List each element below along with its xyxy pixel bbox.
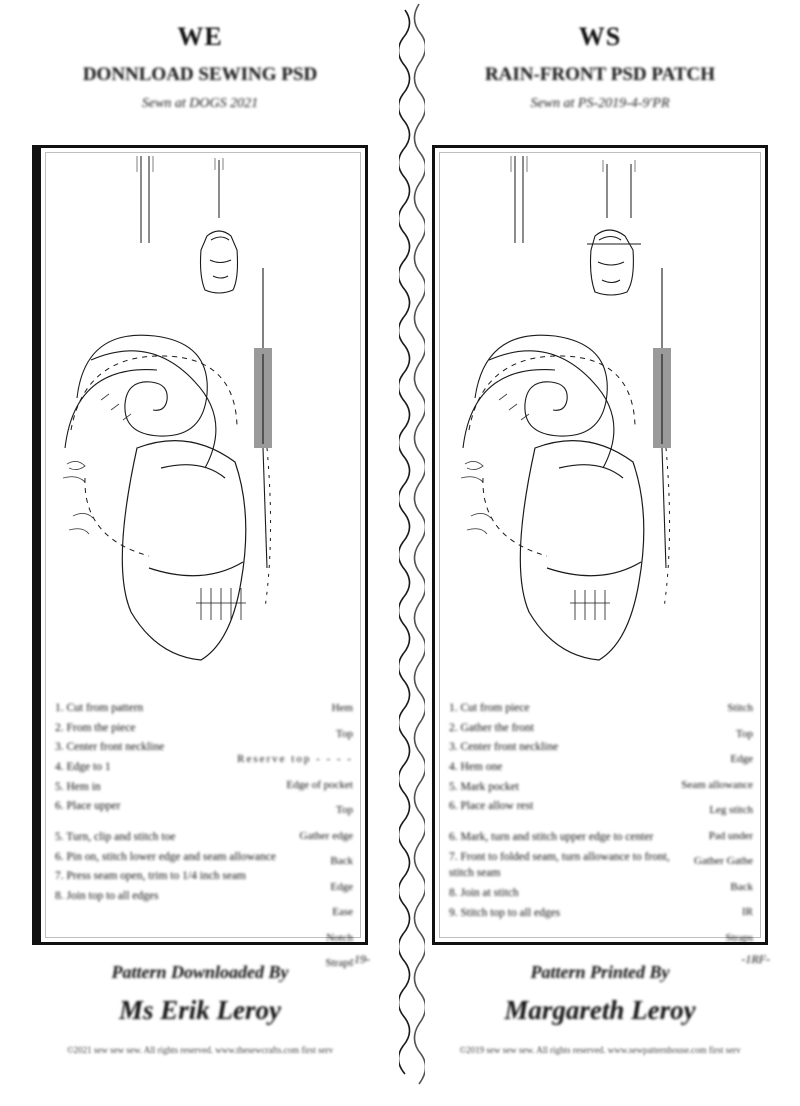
annotation: Reserve top - - - -	[237, 753, 353, 765]
brand-logo: WE	[177, 22, 223, 51]
annotation: Straps	[725, 931, 753, 944]
list-item: 3. Center front neckline	[55, 741, 165, 754]
annotation: Edge of pocket	[286, 778, 353, 791]
page-subtitle: Sewn at DOGS 2021	[141, 96, 259, 111]
list-item: 5. Mark pocket	[449, 780, 519, 793]
list-item: 2. Gather the front	[449, 721, 534, 734]
page-number-left: -19-	[350, 952, 370, 966]
footer-credit-label: Pattern Downloaded By	[111, 962, 289, 982]
annotation: Hem	[331, 702, 353, 714]
annotation: Pad under	[708, 829, 753, 842]
list-item: 5. Hem in	[55, 780, 101, 793]
technical-drawing-left	[41, 148, 365, 693]
annotation: Top	[336, 727, 353, 740]
list-item: 7. Press seam open, trim to 1/4 inch seam	[55, 870, 246, 883]
side-annotations-right	[633, 700, 753, 955]
brand-logo: WS	[578, 22, 622, 51]
list-item: 6. Mark, turn and stitch upper edge to center	[449, 831, 654, 844]
annotation: Back	[330, 855, 353, 867]
list-item: 1. Cut from piece	[449, 702, 530, 714]
annotation: Top	[336, 804, 353, 816]
list-item: 3. Center front neckline	[449, 741, 559, 754]
annotation: Edge	[730, 753, 753, 765]
pattern-page-right	[400, 0, 800, 1106]
footer-credit-label: Pattern Printed By	[530, 962, 670, 982]
annotation: Edge	[330, 880, 353, 893]
list-item: 5. Turn, clip and stitch toe	[55, 831, 176, 844]
list-item: 8. Join at stitch	[449, 887, 519, 900]
page-title: DONNLOAD SEWING PSD	[82, 64, 318, 85]
footer-left	[14, 962, 386, 1056]
side-annotations-left	[233, 700, 353, 981]
footer-fineprint: ©2021 sew sew sew. All rights reserved. www.thesewcrafts.com first serv	[66, 1045, 334, 1055]
annotation: Gather Gathe	[694, 855, 753, 867]
list-item: 8. Join top to all edges	[55, 890, 159, 903]
annotation: Gather edge	[299, 829, 353, 842]
footer-author: Ms Erik Leroy	[119, 995, 281, 1025]
list-item: 2. From the piece	[55, 721, 136, 734]
annotation: Top	[736, 727, 753, 740]
footer-author: Margareth Leroy	[504, 995, 696, 1025]
list-item: 4. Edge to 1	[55, 761, 111, 774]
list-item: 7. Front to folded seam, turn allowance to front, stitch seam	[449, 850, 670, 880]
page-number-right: -1RF-	[741, 952, 770, 966]
technical-drawing-right	[435, 148, 765, 693]
annotation: IR	[742, 906, 753, 918]
annotation: Back	[730, 880, 753, 893]
annotation: Seam allowance	[681, 778, 753, 791]
list-item: 6. Place upper	[55, 800, 121, 813]
annotation: Notch	[326, 931, 353, 944]
footer-fineprint: ©2019 sew sew sew. All rights reserved. www.sewpatternhouse.com first serv	[459, 1045, 741, 1055]
annotation: Ease	[332, 906, 353, 918]
page-title: RAIN-FRONT PSD PATCH	[484, 64, 716, 85]
list-item: 6. Pin on, stitch lower edge and seam allowance	[55, 850, 276, 863]
annotation: Leg stitch	[709, 804, 753, 816]
list-item: 1. Cut from pattern	[55, 702, 144, 714]
annotation: Straps	[325, 957, 353, 969]
pattern-frame-right	[432, 145, 768, 945]
list-item: 9. Stitch top to all edges	[449, 906, 561, 919]
annotation: Stitch	[727, 702, 753, 714]
page-subtitle: Sewn at PS-2019-4-9'PR	[530, 96, 670, 111]
footer-right	[414, 962, 786, 1056]
list-item: 6. Place allow rest	[449, 800, 534, 813]
list-item: 4. Hem one	[449, 761, 503, 774]
